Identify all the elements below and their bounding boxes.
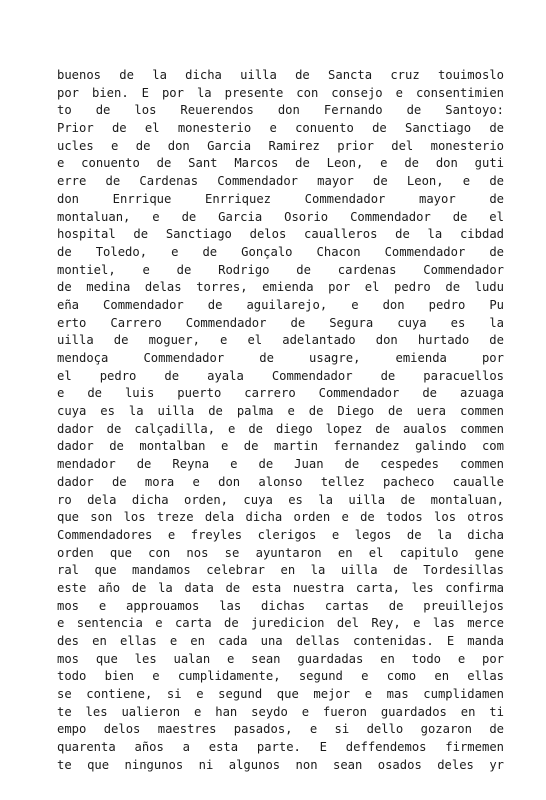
text-line: empo delos maestres pasados, e si dello gozaron de (57, 722, 504, 737)
text-line: uilla de moguer, e el adelantado don hurtado de (57, 333, 504, 348)
text-line: eña Commendador de aguilarejo, e don pedro Pu (57, 297, 504, 312)
text-line: erre de Cardenas Commendador mayor de Leon, e de (57, 174, 504, 189)
text-line: el pedro de ayala Commendador de paracuellos (57, 368, 504, 383)
text-line: mendoça Commendador de usagre, emienda por (57, 351, 504, 365)
text-line: que son los treze dela dicha orden e de todos los otros (57, 510, 504, 525)
text-line: ral que mandamos celebrar en la uilla de Tordesillas (57, 563, 504, 578)
text-line: por bien. E por la presente con consejo e consentimien (57, 85, 504, 100)
text-line: don Enrrique Enrriquez Commendador mayor de (57, 191, 504, 206)
text-line: se contiene, si e segund que mejor e mas cumplidamen (57, 687, 504, 702)
text-line: mendador de Reyna e de Juan de cespedes commen (57, 457, 504, 472)
text-line: dador de mora e don alonso tellez pacheco caualle (57, 474, 504, 489)
text-line: buenos de la dicha uilla de Sancta cruz touimoslo (57, 68, 504, 82)
text-line: cuya es la uilla de palma e de Diego de uera commen (57, 404, 504, 419)
text-line: de Toledo, e de Gonçalo Chacon Commendador de (57, 244, 504, 259)
text-line: quarenta años a esta parte. E deffendemos firmemen (57, 740, 504, 755)
text-line: te que ningunos ni algunos non sean osados deles yr (57, 757, 504, 772)
text-line: e sentencia e carta de juredicion del Rey, e las merce (57, 616, 504, 631)
text-line: des en ellas e en cada una dellas contenidas. E manda (57, 634, 504, 648)
text-line: montaluan, e de Garcia Osorio Commendador de el (57, 209, 504, 224)
text-line: de medina delas torres, emienda por el pedro de ludu (57, 280, 504, 295)
text-line: Commendadores e freyles clerigos e legos de la dicha (57, 527, 504, 542)
text-line: mos e approuamos las dichas cartas de preuillejos (57, 598, 504, 613)
text-line: orden que con nos se ayuntaron en el capitulo gene (57, 545, 504, 560)
body-text (57, 67, 504, 775)
text-line: ro dela dicha orden, cuya es la uilla de montaluan, (57, 492, 504, 507)
text-line: dador de calçadilla, e de diego lopez de aualos commen (57, 421, 504, 436)
text-line: te les ualieron e han seydo e fueron guardados en ti (57, 704, 504, 719)
text-line: todo bien e cumplidamente, segund e como en ellas (57, 669, 504, 684)
text-line: Prior de el monesterio e conuento de Sanctiago de (57, 121, 504, 136)
text-line: erto Carrero Commendador de Segura cuya es la (57, 315, 504, 330)
text-line: to de los Reuerendos don Fernando de Santoyo: (57, 103, 504, 118)
text-line: este año de la data de esta nuestra carta, les confirma (57, 580, 504, 595)
text-line: hospital de Sanctiago delos caualleros de la cibdad (57, 227, 504, 242)
text-line: ucles e de don Garcia Ramirez prior del monesterio (57, 138, 504, 153)
text-line: mos que les ualan e sean guardadas en todo e por (57, 651, 504, 666)
text-line: e conuento de Sant Marcos de Leon, e de don guti (57, 156, 504, 171)
text-line: dador de montalban e de martin fernandez galindo com (57, 439, 504, 454)
text-line: montiel, e de Rodrigo de cardenas Commendador (57, 262, 504, 277)
text-line: e de luis puerto carrero Commendador de azuaga (57, 386, 504, 401)
